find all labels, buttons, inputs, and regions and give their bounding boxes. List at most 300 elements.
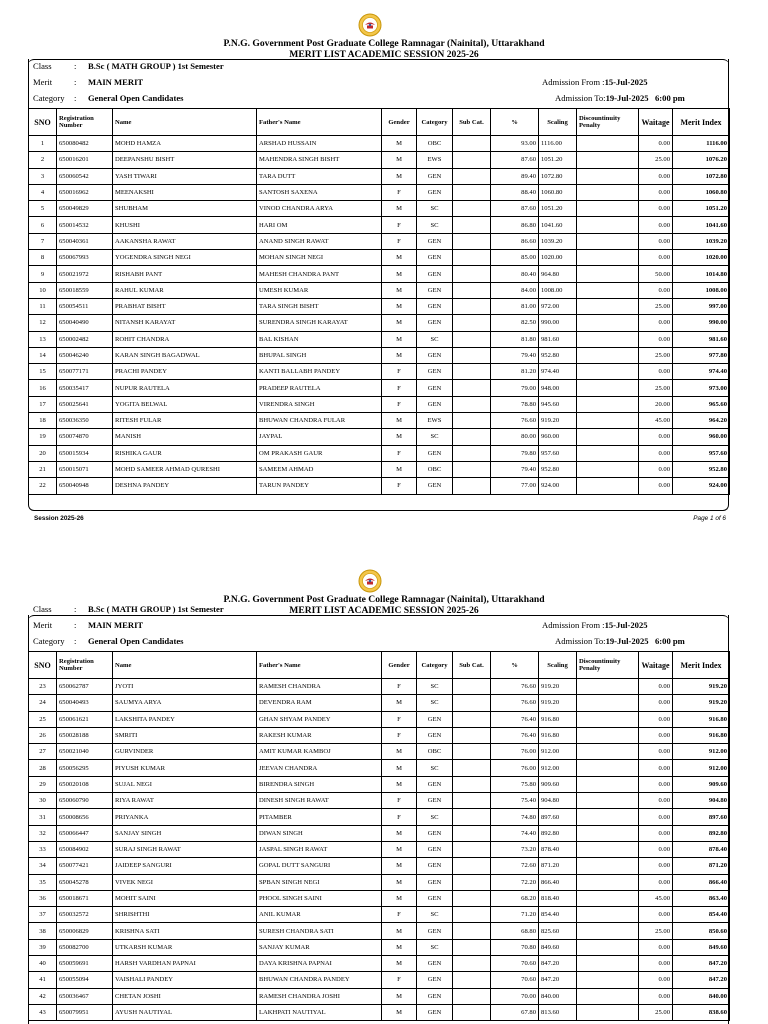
cell-gender: F [382,679,417,695]
cell-percent: 74.40 [491,825,539,841]
cell-gender: F [382,711,417,727]
cell-gender: M [382,988,417,1004]
admission-to-date: 19-Jul-2025 [605,93,649,103]
cell-percent: 72.20 [491,874,539,890]
cell-registration: 650061621 [57,711,113,727]
cell-father-name: ARSHAD HUSSAIN [257,136,382,152]
cell-scaling: 1072.80 [539,168,577,184]
col-name: Name [113,109,257,136]
cell-waitage: 0.00 [639,679,673,695]
cell-category: SC [417,809,453,825]
table-row [29,201,730,217]
cell-father-name: TARA SINGH BISHT [257,298,382,314]
cell-sub-cat [453,727,491,743]
class-label: Class [33,61,52,71]
cell-penalty [577,478,639,494]
cell-father-name: PHOOL SINGH SAINI [257,890,382,906]
cell-gender: M [382,1004,417,1020]
cell-sub-cat [453,972,491,988]
cell-father-name: LAKHPATI NAUTIYAL [257,1004,382,1020]
cell-registration: 650002482 [57,331,113,347]
cell-name: KHUSHI [113,217,257,233]
cell-percent: 84.00 [491,282,539,298]
cell-scaling: 972.00 [539,298,577,314]
cell-registration: 650056295 [57,760,113,776]
cell-father-name: BAL KISHAN [257,331,382,347]
cell-sno: 1 [29,136,57,152]
cell-penalty [577,793,639,809]
cell-registration: 650032572 [57,907,113,923]
cell-gender: M [382,695,417,711]
cell-waitage: 0.00 [639,988,673,1004]
cell-registration: 650060790 [57,793,113,809]
cell-gender: M [382,760,417,776]
admission-to-time: 6:00 pm [655,93,685,103]
cell-merit-index: 840.00 [673,988,730,1004]
cell-merit-index: 892.80 [673,825,730,841]
cell-category: EWS [417,413,453,429]
cell-gender: F [382,478,417,494]
cell-father-name: ANIL KUMAR [257,907,382,923]
cell-percent: 76.60 [491,679,539,695]
category-label: Category [33,93,65,103]
cell-category: GEN [417,825,453,841]
cell-percent: 68.20 [491,890,539,906]
cell-sub-cat [453,988,491,1004]
cell-name: NITANSH KARAYAT [113,315,257,331]
cell-scaling: 945.60 [539,396,577,412]
cell-scaling: 916.80 [539,727,577,743]
cell-sno: 21 [29,461,57,477]
cell-registration: 650028188 [57,727,113,743]
cell-father-name: MOHAN SINGH NEGI [257,250,382,266]
cell-name: LAKSHITA PANDEY [113,711,257,727]
cell-father-name: SURESH CHANDRA SATI [257,923,382,939]
cell-scaling: 1020.00 [539,250,577,266]
table-row [29,744,730,760]
cell-category: SC [417,760,453,776]
cell-percent: 68.80 [491,923,539,939]
merit-table-body [29,136,730,495]
cell-category: GEN [417,396,453,412]
cell-sno: 4 [29,184,57,200]
cell-percent: 87.60 [491,152,539,168]
cell-percent: 81.80 [491,331,539,347]
cell-registration: 650066447 [57,825,113,841]
cell-sub-cat [453,201,491,217]
cell-category: GEN [417,972,453,988]
cell-father-name: OM PRAKASH GAUR [257,445,382,461]
cell-penalty [577,711,639,727]
cell-father-name: BHUWAN CHANDRA PANDEY [257,972,382,988]
cell-scaling: 1116.00 [539,136,577,152]
cell-registration: 650045278 [57,874,113,890]
cell-name: SHUBHAM [113,201,257,217]
cell-father-name: MAHENDRA SINGH BISHT [257,152,382,168]
cell-scaling: 904.80 [539,793,577,809]
cell-sub-cat [453,744,491,760]
cell-scaling: 924.00 [539,478,577,494]
merit-value: MAIN MERIT [88,77,144,87]
cell-merit-index: 957.60 [673,445,730,461]
cell-gender: M [382,841,417,857]
cell-name: RAHUL KUMAR [113,282,257,298]
admission-from [542,77,648,87]
merit-colon: : [74,77,77,87]
cell-percent: 71.20 [491,907,539,923]
cell-sub-cat [453,298,491,314]
cell-penalty [577,396,639,412]
admission-to-time: 6:00 pm [655,636,685,646]
class-value: B.Sc ( MATH GROUP ) 1st Semester [88,61,224,71]
cell-waitage: 0.00 [639,956,673,972]
cell-waitage: 0.00 [639,429,673,445]
cell-gender: F [382,380,417,396]
cell-registration: 650054511 [57,298,113,314]
cell-sno: 38 [29,923,57,939]
cell-sno: 13 [29,331,57,347]
cell-scaling: 916.80 [539,711,577,727]
cell-father-name: RAMESH CHANDRA [257,679,382,695]
cell-scaling: 818.40 [539,890,577,906]
cell-category: GEN [417,711,453,727]
cell-gender: F [382,907,417,923]
cell-penalty [577,988,639,1004]
cell-waitage: 0.00 [639,711,673,727]
cell-waitage: 0.00 [639,809,673,825]
cell-gender: F [382,809,417,825]
admission-to [555,636,685,646]
cell-merit-index: 952.80 [673,461,730,477]
cell-sub-cat [453,858,491,874]
cell-category: GEN [417,890,453,906]
cell-father-name: TARUN PANDEY [257,478,382,494]
cell-waitage: 0.00 [639,858,673,874]
cell-father-name: DIWAN SINGH [257,825,382,841]
cell-sub-cat [453,250,491,266]
cell-gender: F [382,364,417,380]
cell-percent: 75.80 [491,776,539,792]
cell-category: GEN [417,841,453,857]
cell-sub-cat [453,907,491,923]
cell-waitage: 0.00 [639,939,673,955]
cell-sub-cat [453,152,491,168]
cell-merit-index: 916.80 [673,711,730,727]
table-row [29,396,730,412]
cell-percent: 79.40 [491,461,539,477]
cell-sub-cat [453,841,491,857]
cell-registration: 650015934 [57,445,113,461]
cell-scaling: 974.40 [539,364,577,380]
cell-merit-index: 847.20 [673,956,730,972]
table-row [29,347,730,363]
cell-waitage: 0.00 [639,907,673,923]
cell-waitage: 45.00 [639,890,673,906]
cell-sno: 20 [29,445,57,461]
cell-merit-index: 1008.00 [673,282,730,298]
col-penalty: Discountinuity Penalty [577,109,639,136]
cell-scaling: 960.00 [539,429,577,445]
cell-percent: 93.00 [491,136,539,152]
cell-waitage: 0.00 [639,825,673,841]
cell-scaling: 892.80 [539,825,577,841]
cell-registration: 650040493 [57,695,113,711]
table-row [29,168,730,184]
cell-sub-cat [453,445,491,461]
admission-from-label: Admission From : [542,77,605,87]
category-colon: : [74,636,77,646]
col-registration: Registration Number [57,109,113,136]
cell-name: JYOTI [113,679,257,695]
cell-scaling: 854.40 [539,907,577,923]
cell-percent: 70.00 [491,988,539,1004]
table-row [29,923,730,939]
admission-to-label: Admission To: [555,636,606,646]
footer-session: Session 2025-26 [34,515,84,522]
cell-waitage: 0.00 [639,760,673,776]
cell-waitage: 0.00 [639,695,673,711]
cell-merit-index: 964.20 [673,413,730,429]
cell-sub-cat [453,1004,491,1020]
cell-penalty [577,679,639,695]
cell-name: RITESH FULAR [113,413,257,429]
cell-sno: 30 [29,793,57,809]
cell-father-name: SANJAY KUMAR [257,939,382,955]
cell-sub-cat [453,331,491,347]
merit-label: Merit [33,77,53,87]
cell-penalty [577,331,639,347]
cell-sub-cat [453,380,491,396]
cell-penalty [577,776,639,792]
cell-category: GEN [417,282,453,298]
col-father-name: Father's Name [257,109,382,136]
cell-gender: M [382,461,417,477]
table-row [29,956,730,972]
cell-name: PIYUSH KUMAR [113,760,257,776]
cell-waitage: 0.00 [639,282,673,298]
col-father-name: Father's Name [257,652,382,679]
cell-penalty [577,461,639,477]
cell-waitage: 0.00 [639,727,673,743]
cell-penalty [577,347,639,363]
table-row [29,776,730,792]
cell-gender: M [382,825,417,841]
cell-registration: 650036350 [57,413,113,429]
merit-list-title: MERIT LIST ACADEMIC SESSION 2025-26 [289,49,479,60]
cell-gender: M [382,168,417,184]
cell-merit-index: 974.40 [673,364,730,380]
cell-merit-index: 965.60 [673,396,730,412]
cell-waitage: 0.00 [639,478,673,494]
cell-category: GEN [417,298,453,314]
cell-waitage: 0.00 [639,874,673,890]
cell-name: MOHIT SAINI [113,890,257,906]
table-row [29,217,730,233]
table-row [29,445,730,461]
cell-father-name: JAYPAL [257,429,382,445]
cell-sub-cat [453,776,491,792]
cell-penalty [577,874,639,890]
col-sub-cat: Sub Cat. [453,652,491,679]
table-row [29,266,730,282]
cell-father-name: SURENDRA SINGH KARAYAT [257,315,382,331]
cell-penalty [577,201,639,217]
cell-sub-cat [453,429,491,445]
cell-waitage: 0.00 [639,793,673,809]
cell-father-name: VINOD CHANDRA ARYA [257,201,382,217]
cell-sub-cat [453,364,491,380]
cell-scaling: 1041.60 [539,217,577,233]
cell-name: KARAN SINGH BAGADWAL [113,347,257,363]
cell-sno: 15 [29,364,57,380]
col-percent: % [491,652,539,679]
cell-sno: 8 [29,250,57,266]
cell-merit-index: 847.20 [673,972,730,988]
cell-category: GEN [417,478,453,494]
cell-waitage: 0.00 [639,250,673,266]
col-gender: Gender [382,109,417,136]
table-row [29,727,730,743]
class-colon: : [74,604,77,614]
cell-sub-cat [453,396,491,412]
cell-sno: 14 [29,347,57,363]
table-row [29,825,730,841]
cell-gender: M [382,298,417,314]
cell-registration: 650055094 [57,972,113,988]
cell-gender: M [382,744,417,760]
cell-sno: 17 [29,396,57,412]
cell-merit-index: 981.60 [673,331,730,347]
cell-gender: M [382,347,417,363]
cell-name: KRISHNA SATI [113,923,257,939]
cell-percent: 75.40 [491,793,539,809]
cell-waitage: 25.00 [639,923,673,939]
cell-registration: 650020108 [57,776,113,792]
cell-name: ROHIT CHANDRA [113,331,257,347]
admission-to-date: 19-Jul-2025 [605,636,649,646]
table-row [29,461,730,477]
cell-sub-cat [453,233,491,249]
cell-percent: 73.20 [491,841,539,857]
class-value: B.Sc ( MATH GROUP ) 1st Semester [88,604,224,614]
cell-name: YOGITA BELWAL [113,396,257,412]
cell-sno: 29 [29,776,57,792]
cell-sno: 34 [29,858,57,874]
cell-waitage: 25.00 [639,380,673,396]
cell-name: MOHD HAMZA [113,136,257,152]
cell-penalty [577,266,639,282]
cell-category: OBC [417,461,453,477]
table-row [29,939,730,955]
cell-category: GEN [417,858,453,874]
cell-father-name: DAYA KRISHNA PAPNAI [257,956,382,972]
cell-waitage: 0.00 [639,445,673,461]
cell-father-name: SPBAN SINGH NEGI [257,874,382,890]
cell-sno: 19 [29,429,57,445]
cell-category: GEN [417,1004,453,1020]
cell-sub-cat [453,168,491,184]
cell-father-name: HARI OM [257,217,382,233]
col-penalty: Discountinuity Penalty [577,652,639,679]
cell-percent: 80.00 [491,429,539,445]
college-emblem-icon [358,13,382,37]
cell-percent: 74.80 [491,809,539,825]
cell-sub-cat [453,890,491,906]
cell-merit-index: 1072.80 [673,168,730,184]
table-row [29,841,730,857]
table-row [29,298,730,314]
cell-percent: 80.40 [491,266,539,282]
cell-penalty [577,1004,639,1020]
col-percent: % [491,109,539,136]
cell-penalty [577,233,639,249]
col-category: Category [417,109,453,136]
cell-penalty [577,809,639,825]
cell-scaling: 990.00 [539,315,577,331]
cell-waitage: 25.00 [639,298,673,314]
cell-waitage: 0.00 [639,136,673,152]
cell-scaling: 1051.20 [539,201,577,217]
cell-percent: 87.60 [491,201,539,217]
cell-waitage: 0.00 [639,315,673,331]
cell-sub-cat [453,413,491,429]
cell-sno: 31 [29,809,57,825]
cell-gender: M [382,776,417,792]
cell-name: SANJAY SINGH [113,825,257,841]
cell-sub-cat [453,679,491,695]
cell-category: GEN [417,727,453,743]
col-scaling: Scaling [539,652,577,679]
admission-to-label: Admission To: [555,93,606,103]
cell-percent: 70.60 [491,956,539,972]
cell-registration: 650080482 [57,136,113,152]
cell-category: SC [417,907,453,923]
cell-name: HARSH VARDHAN PAPNAI [113,956,257,972]
cell-scaling: 912.00 [539,744,577,760]
cell-scaling: 981.60 [539,331,577,347]
category-value: General Open Candidates [88,636,184,646]
cell-merit-index: 924.00 [673,478,730,494]
cell-sno: 37 [29,907,57,923]
cell-father-name: DINESH SINGH RAWAT [257,793,382,809]
cell-waitage: 0.00 [639,776,673,792]
cell-penalty [577,380,639,396]
cell-gender: M [382,152,417,168]
cell-merit-index: 1014.80 [673,266,730,282]
cell-penalty [577,727,639,743]
cell-father-name: JASPAL SINGH RAWAT [257,841,382,857]
cell-merit-index: 850.60 [673,923,730,939]
cell-merit-index: 997.00 [673,298,730,314]
cell-percent: 79.00 [491,380,539,396]
cell-sno: 43 [29,1004,57,1020]
cell-father-name: BIRENDRA SINGH [257,776,382,792]
cell-name: RIYA RAWAT [113,793,257,809]
cell-gender: M [382,413,417,429]
cell-gender: F [382,233,417,249]
cell-father-name: JEEVAN CHANDRA [257,760,382,776]
cell-registration: 650040948 [57,478,113,494]
cell-father-name: BHUWAN CHANDRA FULAR [257,413,382,429]
cell-scaling: 847.20 [539,972,577,988]
cell-father-name: GOPAL DUTT SANGURI [257,858,382,874]
table-row [29,250,730,266]
cell-registration: 650082700 [57,939,113,955]
cell-name: YASH TIWARI [113,168,257,184]
cell-registration: 650018671 [57,890,113,906]
table-header-row [29,652,730,679]
cell-waitage: 0.00 [639,972,673,988]
